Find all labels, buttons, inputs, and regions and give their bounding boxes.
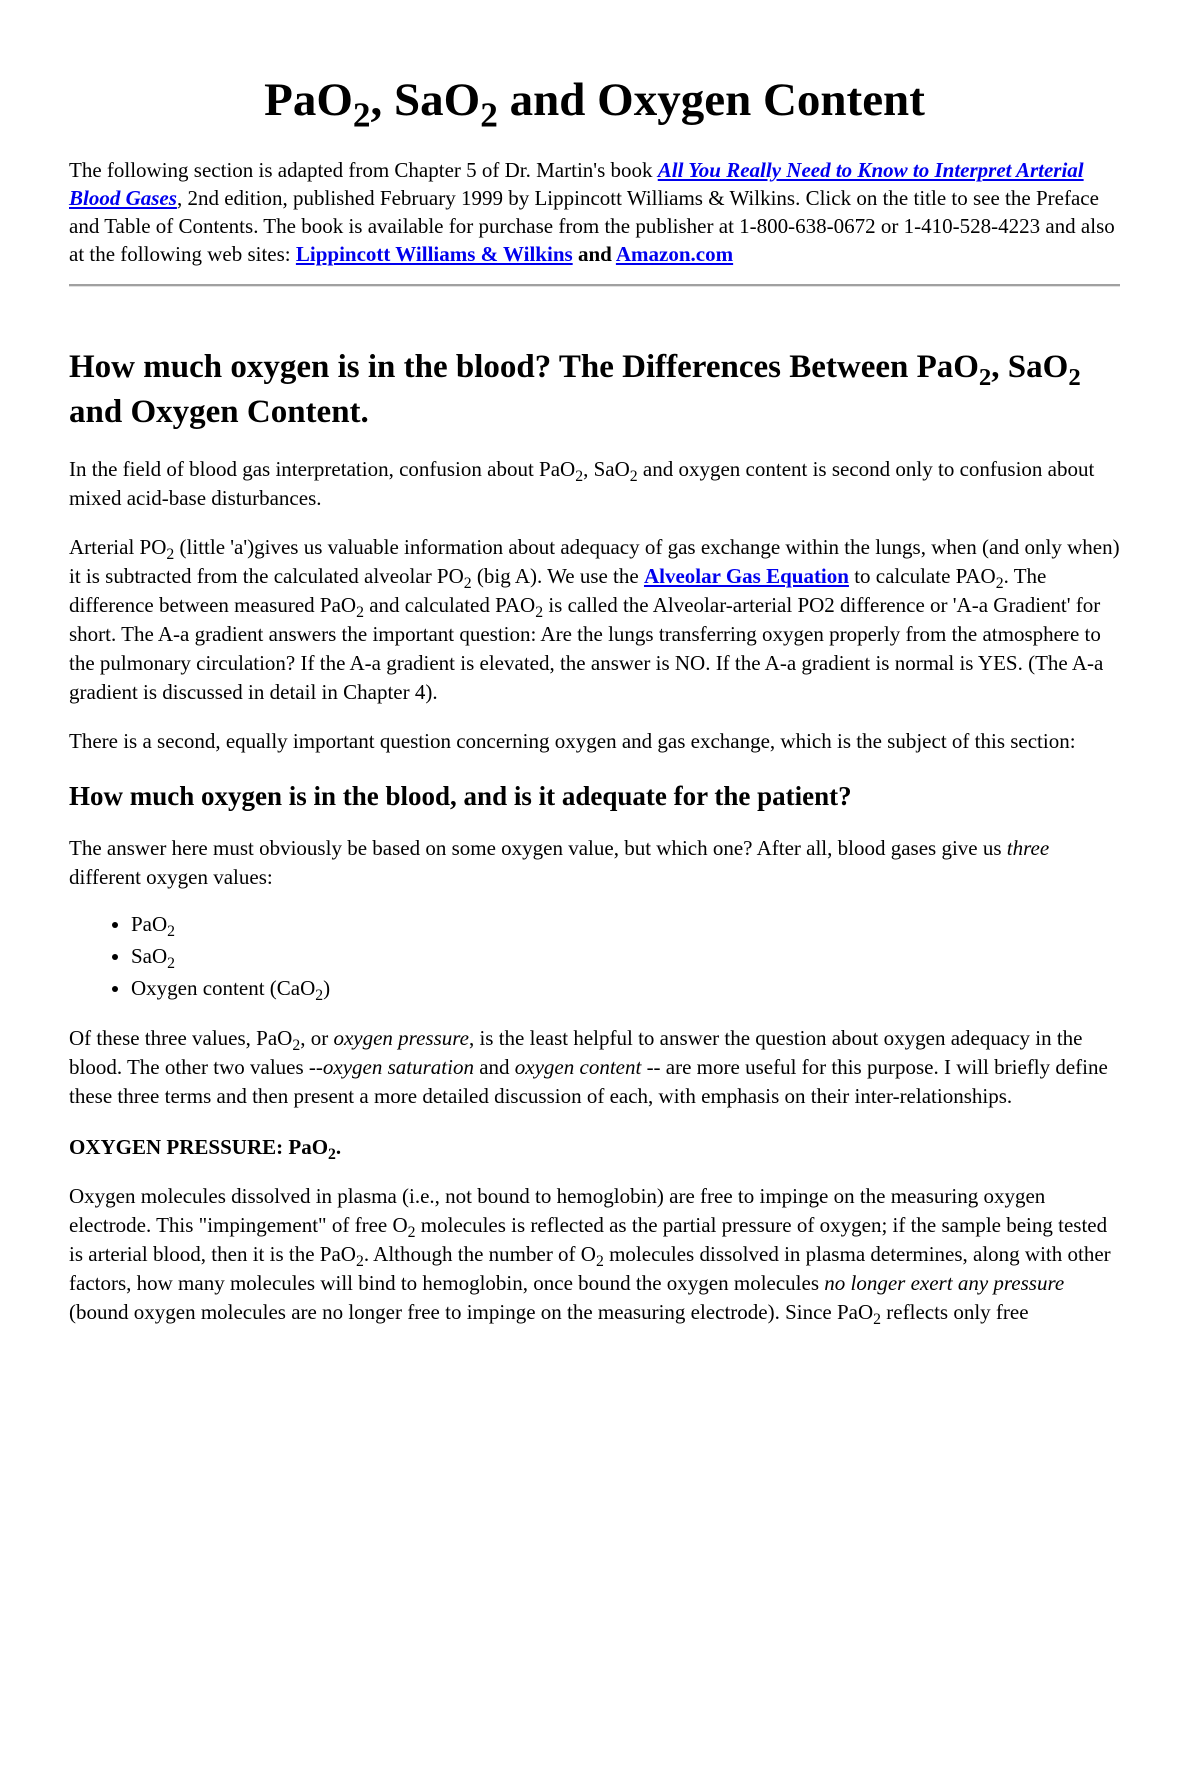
paragraph-which-value: The answer here must obviously be based on some oxygen value, but which one? After all, blood gases give us three different oxygen values: <box>69 836 1050 889</box>
intro-paragraph: The following section is adapted from Chapter 5 of Dr. Martin's book All You Really Need to Know to Interpret Arterial Blood Gases, 2nd edition, published February 1999 by Lippincott Williams & Wilkins. Click on the title to see the Preface and Table of Contents. The book is available for purchase from the publisher at 1-800-638-0672 or 1-410-528-4223 and also at the following web sites: Lippincott Williams & Wilkins and Amazon.com <box>69 158 1115 266</box>
lww-link[interactable]: Lippincott Williams & Wilkins <box>295 242 573 266</box>
paragraph-arterial-po2: Arterial $PO_2$ (little 'a')gives us valuable information about adequacy of gas exchange within the lungs, when (and only when) it is subtracted from the calculated alveolar $PO_2$ (big A). We use the Alveolar Gas Equation to calculate $PAO_2$. The difference between measured PaO$_2$ and calculated $PAO_2$ is called the Alveolar-arterial PO2 difference or 'A-a Gradient' for short. The A-a gradient answers the important question: Are the lungs transferring oxygen properly from the atmosphere to the pulmonary circulation? If the A-a gradient is elevated, the answer is NO. If the A-a gradient is normal is YES. (The A-a gradient is discussed in detail in Chapter 4). <box>69 535 1120 704</box>
paragraph-oxygen-pressure: Oxygen molecules dissolved in plasma (i.e., not bound to hemoglobin) are free to impinge on the measuring oxygen electrode. This "impingement" of free $O_2$ molecules is reflected as the partial pressure of oxygen; if the sample being tested is arterial blood, then it is the PaO$_2$. Although the number of $O_2$ molecules dissolved in plasma determines, along with other factors, how many molecules will bind to hemoglobin, once bound the oxygen molecules no longer exert any pressure (bound oxygen molecules are no longer free to impinge on the measuring electrode). Since PaO$_2$ reflects only free <box>69 1184 1111 1329</box>
book-title-link[interactable]: All You Really Need to Know to Interpret Arterial Blood Gases <box>69 158 1084 210</box>
page-title: PaO$_2$, SaO$_2$ and Oxygen Content <box>264 74 925 135</box>
paragraph-confusion: In the field of blood gas interpretation, confusion about PaO$_2$, SaO$_2$ and oxygen content is second only to confusion about mixed acid-base disturbances. <box>69 457 1095 510</box>
amazon-link[interactable]: Amazon.com <box>615 242 734 266</box>
alveolar-gas-equation-link[interactable]: Alveolar Gas Equation <box>643 564 849 588</box>
list-item: • Oxygen content (CaO$_2$) <box>131 972 1120 1004</box>
list-item: • PaO$_2$ <box>131 908 1120 940</box>
section-heading: How much oxygen is in the blood? The Differences Between PaO$_2$, SaO$_2$ and Oxygen Content. <box>69 349 1081 430</box>
oxygen-pressure-heading: OXYGEN PRESSURE: PaO$_2$. <box>69 1135 342 1164</box>
paragraph-second-question: There is a second, equally important question concerning oxygen and gas exchange, which is the subject of this section: <box>69 729 1076 753</box>
paragraph-three-values: Of these three values, PaO$_2$, or oxygen pressure, is the least helpful to answer the question about oxygen adequacy in the blood. The other two values --oxygen saturation and oxygen content -- are more useful for this purpose. I will briefly define these three terms and then present a more detailed discussion of each, with emphasis on their inter-relationships. <box>69 1026 1108 1108</box>
oxygen-values-list <box>69 908 1120 1004</box>
subsection-heading: How much oxygen is in the blood, and is it adequate for the patient? <box>69 781 852 811</box>
document-page <box>0 70 1200 1327</box>
horizontal-rule <box>69 284 1120 287</box>
list-item: • SaO$_2$ <box>131 940 1120 972</box>
